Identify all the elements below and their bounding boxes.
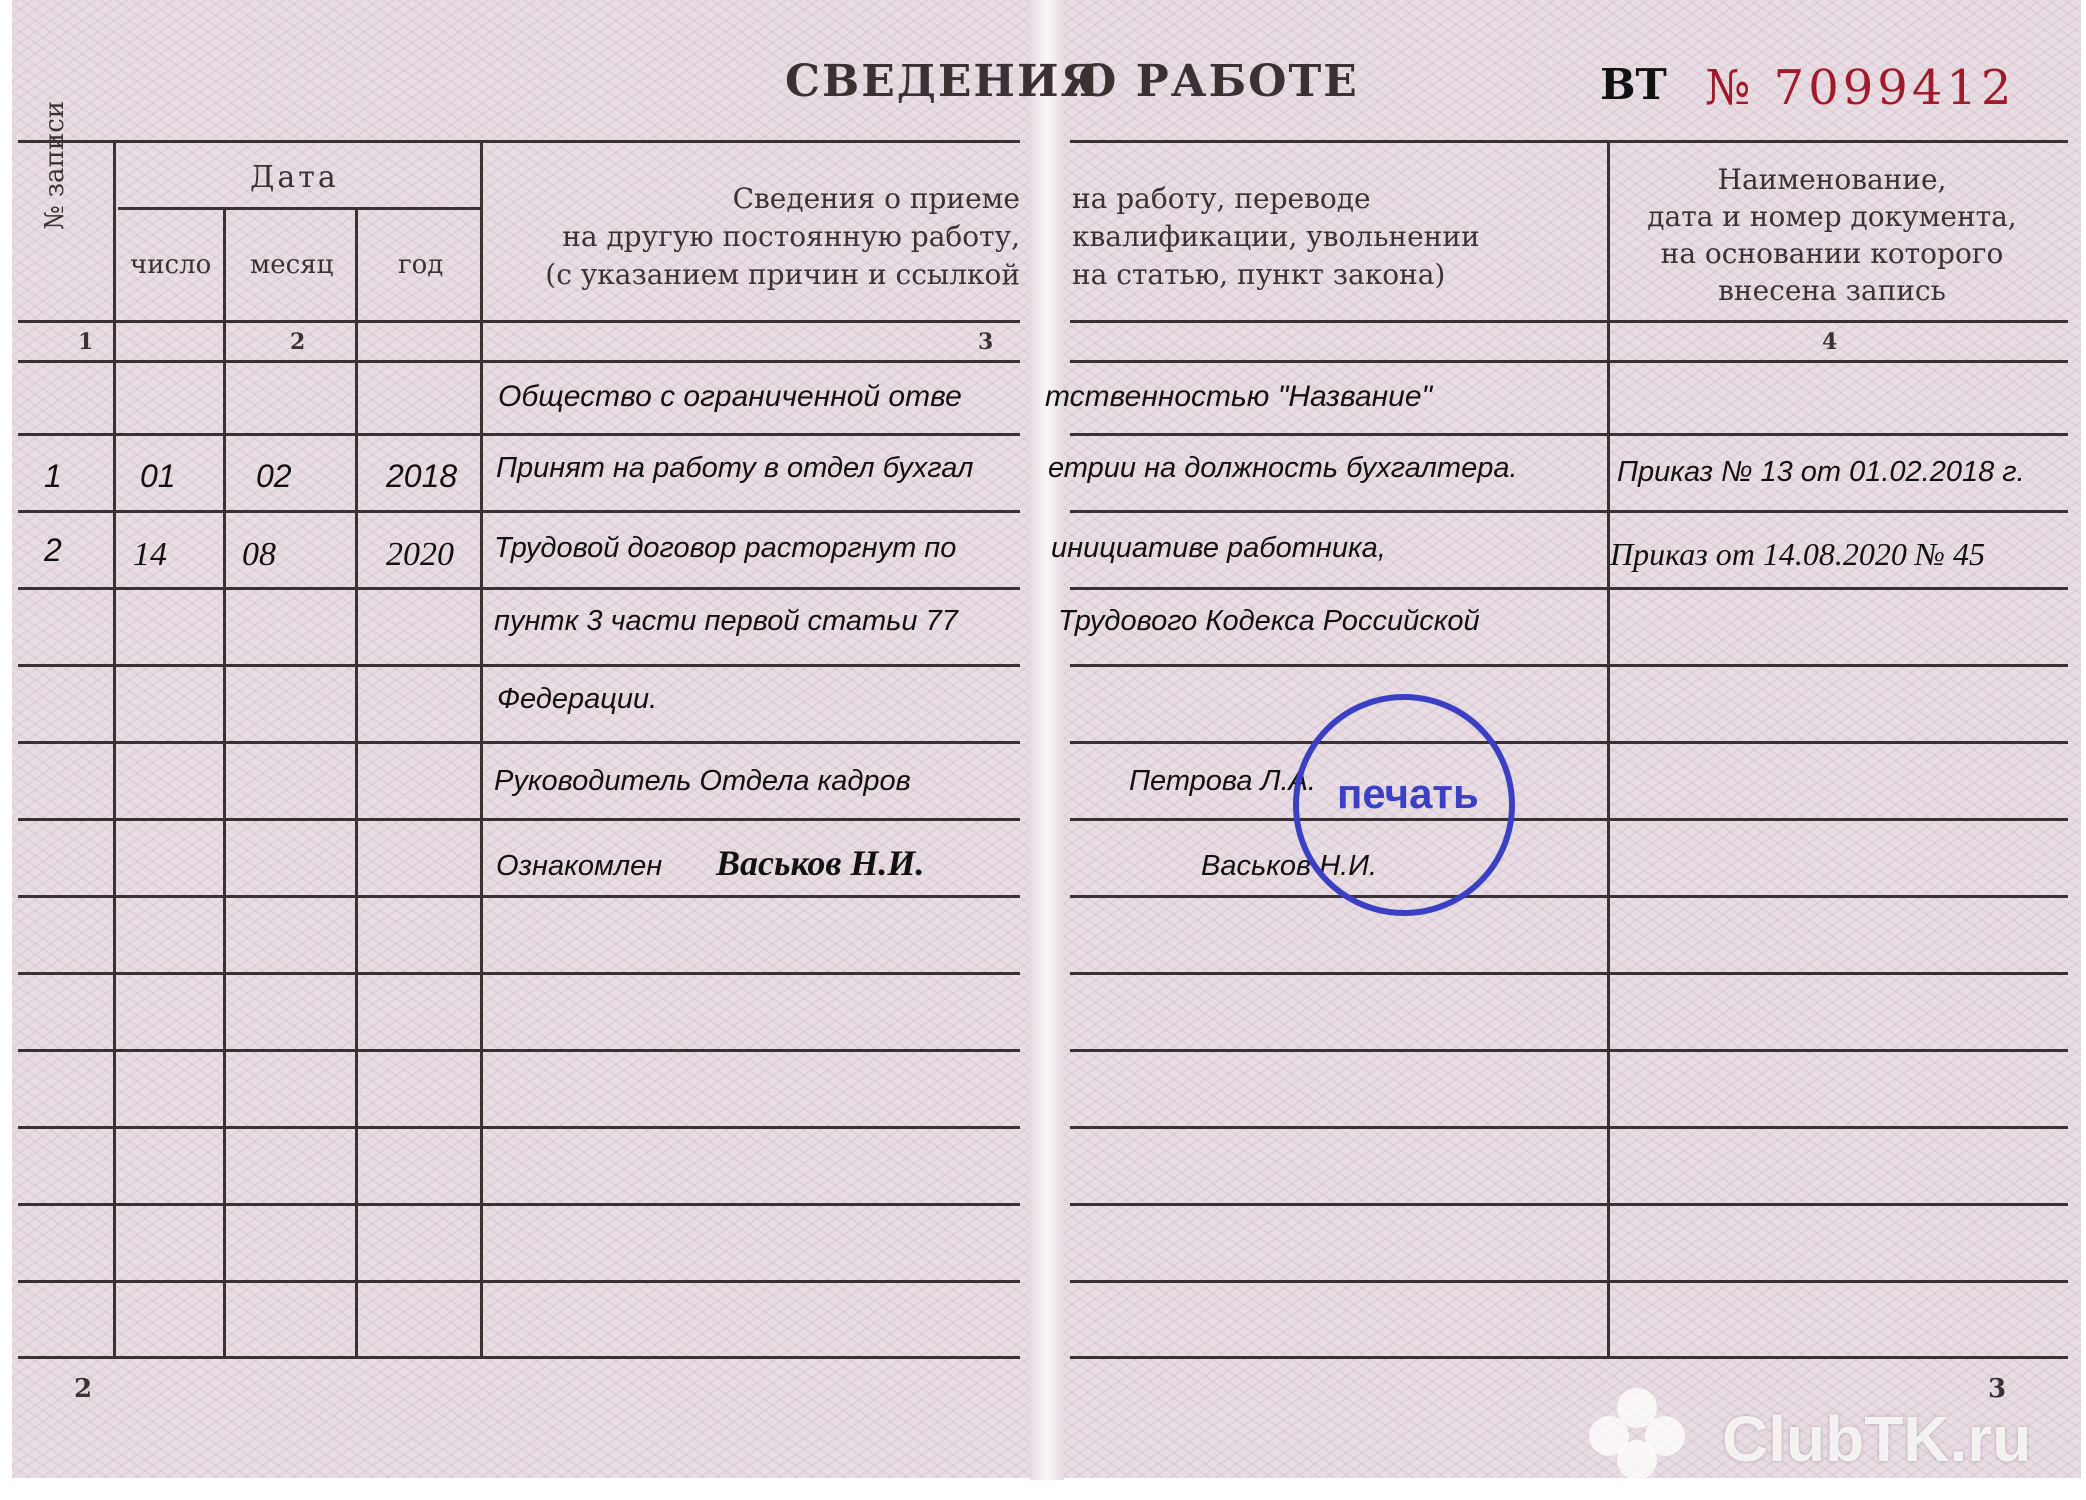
- info-header-left-2: на другую постоянную работу,: [562, 220, 1020, 253]
- record-2-day: 14: [133, 536, 167, 573]
- info-header-right-2: квалификации, увольнении: [1072, 220, 1480, 253]
- col-line-2: [223, 207, 226, 1356]
- rule-top-right: [1070, 140, 2068, 143]
- continuation-1-right: Трудового Кодекса Российской: [1058, 605, 1480, 637]
- column-number-2: 2: [290, 329, 306, 355]
- organization-name-left: Общество с ограниченной отве: [498, 380, 962, 413]
- rule-row-8-right: [1070, 972, 2068, 975]
- col-line-4: [480, 140, 483, 1356]
- rule-row-10: [18, 1126, 1020, 1129]
- rule-row-9: [18, 1049, 1020, 1052]
- rule-row-7-right: [1070, 895, 2068, 898]
- rule-row-1: [18, 433, 1020, 436]
- rule-row-5: [18, 741, 1020, 744]
- acknowledged-label: Ознакомлен: [496, 850, 663, 882]
- rule-row-3-right: [1070, 587, 2068, 590]
- series: ВТ: [1600, 60, 1667, 109]
- rule-bottom-right: [1070, 1356, 2068, 1359]
- rule-row-2-right: [1070, 510, 2068, 513]
- page-fold: [1030, 0, 1064, 1480]
- rule-colnum-right: [1070, 360, 2068, 363]
- doc-header-4: внесена запись: [1718, 274, 1946, 307]
- organization-name-right: тственностью "Название": [1045, 380, 1433, 413]
- rule-row-8: [18, 972, 1020, 975]
- rule-row-11-right: [1070, 1203, 2068, 1206]
- rule-bottom-left: [18, 1356, 1020, 1359]
- date-header: Дата: [250, 160, 339, 195]
- rule-row-2: [18, 510, 1020, 513]
- record-2-document: Приказ от 14.08.2020 № 45: [1610, 536, 1986, 572]
- signer-position: Руководитель Отдела кадров: [494, 765, 911, 797]
- record-1-day: 01: [140, 458, 176, 494]
- rule-top-left: [18, 140, 1020, 143]
- rule-row-9-right: [1070, 1049, 2068, 1052]
- record-1-document: Приказ № 13 от 01.02.2018 г.: [1617, 456, 2025, 488]
- record-2-month: 08: [242, 536, 276, 573]
- book-number: № 7099412: [1705, 60, 2016, 116]
- info-header-left-3: (с указанием причин и ссылкой: [545, 258, 1020, 291]
- info-header-right-3: на статью, пункт закона): [1072, 258, 1446, 291]
- record-2-year: 2020: [386, 536, 454, 573]
- record-2-text-left: Трудовой договор расторгнут по: [494, 532, 957, 564]
- doc-header-1: Наименование,: [1717, 163, 1947, 196]
- title-left: СВЕДЕНИЯ: [785, 56, 1102, 107]
- record-2-number: 2: [44, 532, 62, 568]
- signer-name: Петрова Л.А.: [1129, 765, 1316, 797]
- record-1-month: 02: [256, 458, 292, 494]
- record-1-text-left: Принят на работу в отдел бухгал: [496, 452, 974, 484]
- year-header: год: [398, 250, 444, 280]
- doc-header-3: на основании которого: [1660, 237, 2004, 270]
- info-header-right-1: на работу, переводе: [1072, 182, 1371, 215]
- rule-row-6-right: [1070, 818, 2068, 821]
- col-line-doc: [1607, 140, 1610, 1356]
- rule-row-12: [18, 1280, 1020, 1283]
- rule-head-bottom-right: [1070, 320, 2068, 323]
- page-number-left: 2: [74, 1374, 93, 1404]
- watermark-text: ClubTK.ru: [1722, 1403, 2032, 1475]
- employee-signature: Васьков Н.И.: [716, 843, 925, 883]
- rule-row-11: [18, 1203, 1020, 1206]
- title-right: О РАБОТЕ: [1078, 56, 1359, 107]
- seal-stamp-label: печать: [1337, 770, 1479, 817]
- watermark-logo-icon: [1585, 1380, 1690, 1485]
- month-header: месяц: [250, 250, 334, 280]
- column-number-1: 1: [78, 329, 94, 355]
- doc-header-2: дата и номер документа,: [1647, 200, 2017, 233]
- record-1-number: 1: [44, 458, 62, 494]
- column-number-4: 4: [1822, 329, 1838, 355]
- continuation-2-left: Федерации.: [497, 683, 658, 715]
- col-line-3: [355, 207, 358, 1356]
- rule-row-7: [18, 895, 1020, 898]
- record-2-text-right: инициативе работника,: [1051, 532, 1386, 564]
- info-header-left-1: Сведения о приеме: [732, 182, 1020, 215]
- employee-name: Васьков Н.И.: [1201, 850, 1378, 882]
- day-header: число: [130, 250, 212, 280]
- rule-row-4-right: [1070, 664, 2068, 667]
- col-line-1: [113, 140, 116, 1356]
- rule-colnum-left: [18, 360, 1020, 363]
- rule-row-1-right: [1070, 433, 2068, 436]
- record-1-text-right: етрии на должность бухгалтера.: [1048, 452, 1518, 484]
- rule-head-bottom-left: [18, 320, 1020, 323]
- column-number-3: 3: [978, 329, 994, 355]
- rule-row-10-right: [1070, 1126, 2068, 1129]
- rule-row-3: [18, 587, 1020, 590]
- rule-row-6: [18, 818, 1020, 821]
- record-number-header: № записи: [40, 100, 70, 230]
- continuation-1-left: пунтк 3 части первой статьи 77: [494, 605, 958, 637]
- record-1-year: 2018: [386, 458, 458, 494]
- rule-row-4: [18, 664, 1020, 667]
- page-number-right: 3: [1988, 1374, 2007, 1404]
- rule-row-5-right: [1070, 741, 2068, 744]
- rule-date-sub: [118, 207, 480, 210]
- rule-row-12-right: [1070, 1280, 2068, 1283]
